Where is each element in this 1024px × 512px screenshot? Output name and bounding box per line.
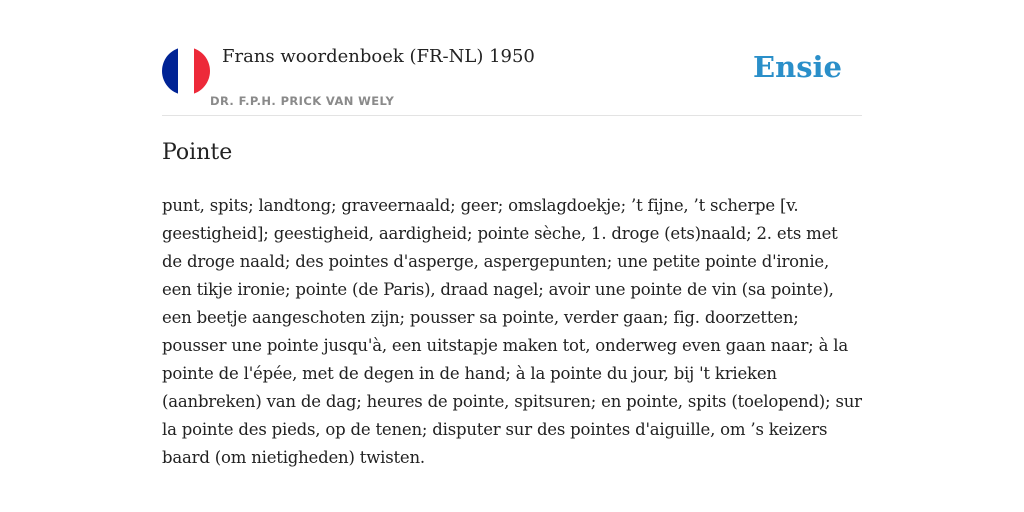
author-name: DR. F.P.H. PRICK VAN WELY — [210, 94, 395, 108]
france-flag-icon — [162, 47, 210, 95]
brand-logo[interactable]: Ensie — [753, 50, 842, 84]
entry-headword: Pointe — [162, 140, 233, 165]
entry-definition: punt, spits; landtong; graveernaald; geer; omslagdoekje; ’t fijne, ’t scherpe [v. geestigheid]; geestigheid, aardigheid; pointe sèche, 1. droge (ets)naald; 2. ets met de droge naald; des pointes d'asperge, aspergepunten; une petite pointe d'ironie, een tikje ironie; pointe (de Paris), draad nagel; avoir une pointe de vin (sa pointe), een beetje aangeschoten zijn; pousser sa pointe, verder gaan; fig. doorzetten; pousser une pointe jusqu'à, een uitstapje maken tot, onderweg even gaan naar; à la pointe de l'épée, met de degen in de hand; à la pointe du jour, bij 't krieken (aanbreken) van de dag; heures de pointe, spitsuren; en pointe, spits (toelopend); sur la pointe des pieds, op de tenen; disputer sur des pointes d'aiguille, om ’s keizers baard (om nietigheden) twisten. — [162, 196, 862, 467]
dictionary-title[interactable]: Frans woordenboek (FR-NL) 1950 — [222, 46, 535, 67]
entry-card — [162, 0, 862, 512]
flag-stripe-red — [194, 47, 210, 95]
header-divider — [162, 115, 862, 116]
flag-stripe-white — [178, 47, 194, 95]
flag-stripe-blue — [162, 47, 178, 95]
